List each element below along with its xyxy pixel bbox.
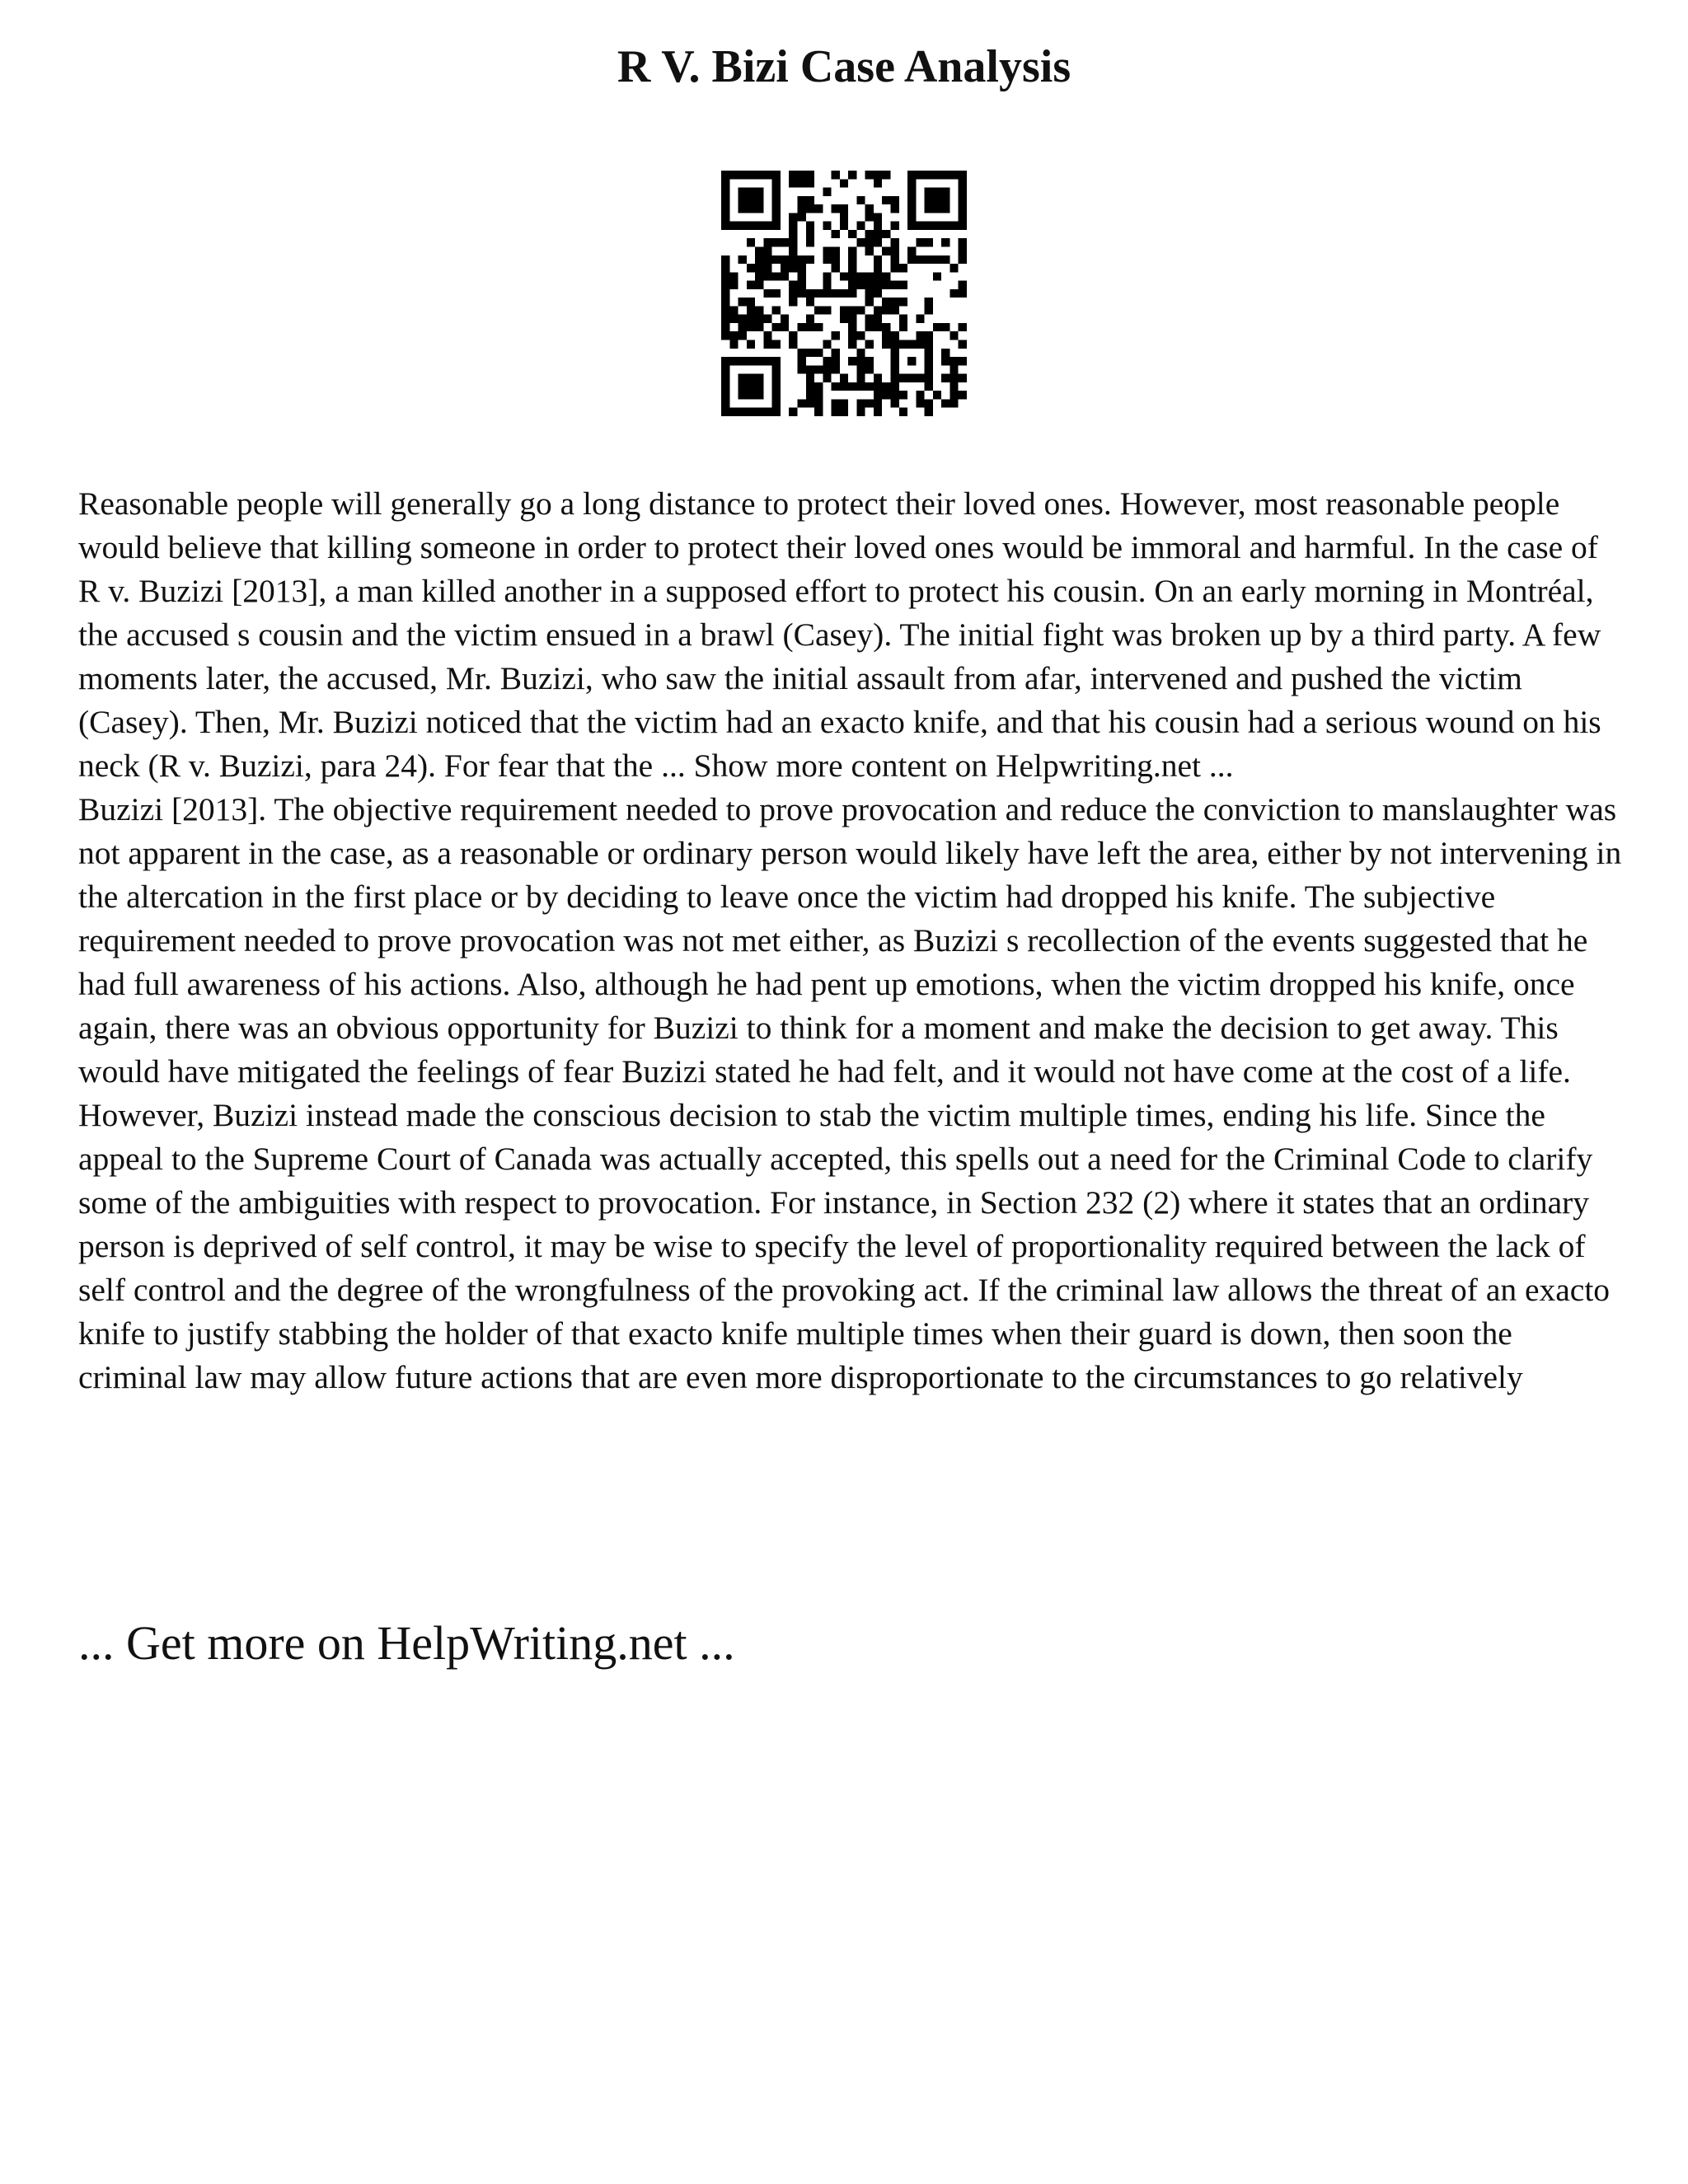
get-more-link[interactable]: ... Get more on HelpWriting.net ... [78, 1616, 735, 1670]
qr-code-icon [721, 171, 967, 416]
article-body [78, 482, 1628, 1399]
paragraph-analysis: Buzizi [2013]. The objective requirement needed to prove provocation and reduce the conviction to manslaughter was not apparent in the case, as a reasonable or ordinary person would likely have left the area, either by not intervening in the altercation in the first place or by deciding to leave once the victim had dropped his knife. The subjective requirement needed to prove provocation was not met either, as Buzizi s recollection of the events suggested that he had full awareness of his actions. Also, although he had pent up emotions, when the victim dropped his knife, once again, there was an obvious opportunity for Buzizi to think for a moment and make the decision to get away. This would have mitigated the feelings of fear Buzizi stated he had felt, and it would not have come at the cost of a life. However, Buzizi instead made the conscious decision to stab the victim multiple times, ending his life. Since the appeal to the Supreme Court of Canada was actually accepted, this spells out a need for the Criminal Code to clarify some of the ambiguities with respect to provocation. For instance, in Section 232 (2) where it states that an ordinary person is deprived of self control, it may be wise to specify the level of proportionality required between the lack of self control and the degree of the wrongfulness of the provoking act. If the criminal law allows the threat of an exacto knife to justify stabbing the holder of that exacto knife multiple times when their guard is down, then soon the criminal law may allow future actions that are even more disproportionate to the circumstances to go relatively [78, 791, 1622, 1395]
paragraph-intro: Reasonable people will generally go a long distance to protect their loved ones. However, most reasonable people would believe that killing someone in order to protect their loved ones would be immoral and harmful. In the case of R v. Buzizi [2013], a man killed another in a supposed effort to protect his cousin. On an early morning in Montréal, the accused s cousin and the victim ensued in a brawl (Casey). The initial fight was broken up by a third party. A few moments later, the accused, Mr. Buzizi, who saw the initial assault from afar, intervened and pushed the victim (Casey). Then, Mr. Buzizi noticed that the victim had an exacto knife, and that his cousin had a serious wound on his neck (R v. Buzizi, para 24). For fear that the ... Show more content on Helpwriting.net ... [78, 485, 1601, 784]
page-title: R V. Bizi Case Analysis [617, 41, 1071, 92]
